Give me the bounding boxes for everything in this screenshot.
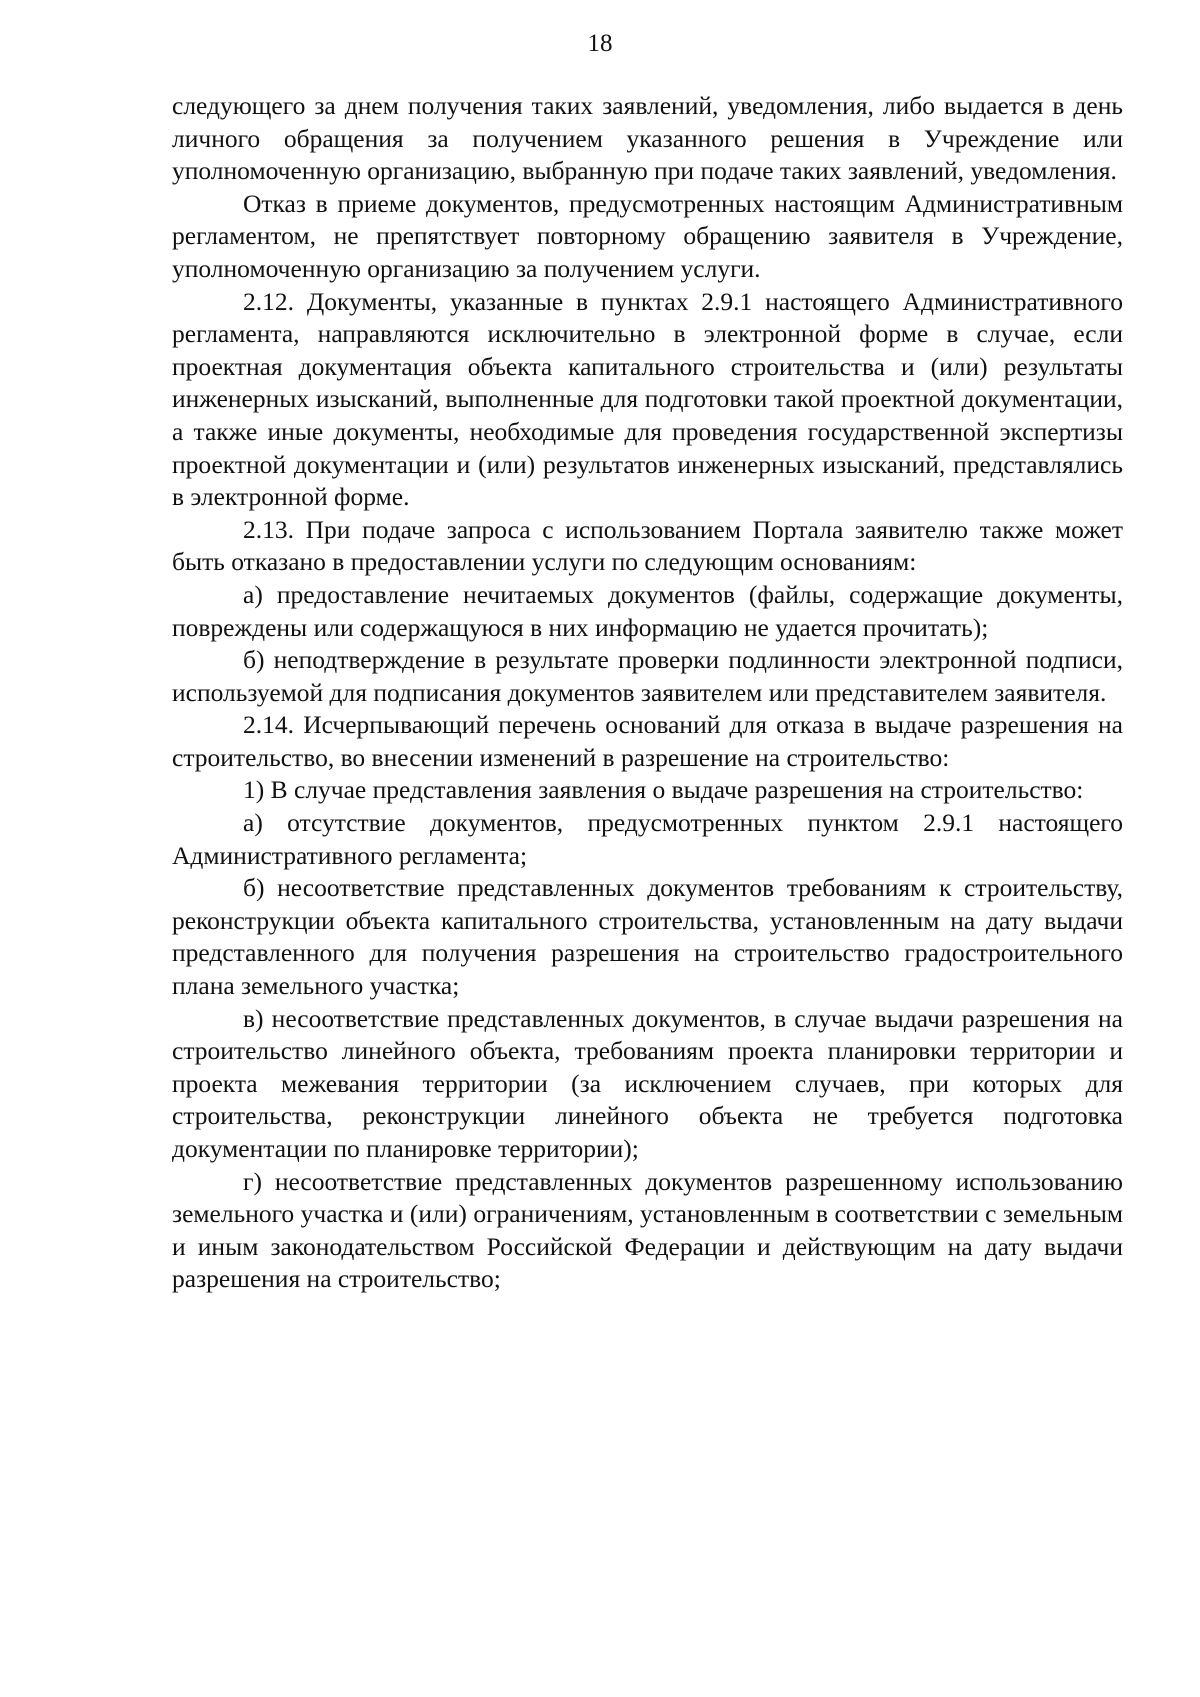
- paragraph-2-12: 2.12. Документы, указанные в пунктах 2.9.1 настоящего Административного регламента, направляются исключительно в электронной форме в случае, если проектная документация объекта капитального строительства и (или) результаты инженерных изысканий, выполненные для подготовки такой проектной документации, а также иные документы, необходимые для проведения государственной экспертизы проектной документации и (или) результатов инженерных изысканий, представлялись в электронной форме.: [172, 286, 1123, 512]
- document-body: [172, 90, 1123, 1296]
- paragraph-2-13-b: б) неподтверждение в результате проверки подлинности электронной подписи, используемой для подписания документов заявителем или представителем заявителя.: [172, 645, 1123, 707]
- paragraph-2-14-1-g: г) несоответствие представленных документов разрешенному использованию земельного участка и (или) ограничениям, установленным в соответствии с земельным и иным законодательством Российской Федерации и действующим на дату выдачи разрешения на строительство;: [172, 1166, 1123, 1294]
- paragraph-2-14: 2.14. Исчерпывающий перечень оснований для отказа в выдаче разрешения на строительство, во внесении изменений в разрешение на строительство:: [172, 710, 1123, 772]
- paragraph-2-13: 2.13. При подаче запроса с использованием Портала заявителю также может быть отказано в предоставлении услуги по следующим основаниям:: [172, 514, 1123, 577]
- paragraph-2-14-1-v: в) несоответствие представленных документов, в случае выдачи разрешения на строительство линейного объекта, требованиям проекта планировки территории и проекта межевания территории (за исключением случаев, при которых для строительства, реконструкции линейного объекта не требуется подготовка документации по планировке территории);: [172, 1003, 1123, 1163]
- paragraph-2-14-1-b: б) несоответствие представленных документов требованиям к строительству, реконструкции объекта капитального строительства, установленным на дату выдачи представленного для получения разрешения на строительство градостроительного плана земельного участка;: [172, 873, 1123, 1001]
- paragraph-2-14-1-a: а) отсутствие документов, предусмотренных пунктом 2.9.1 настоящего Административного регламента;: [172, 808, 1123, 870]
- paragraph-continuation: следующего за днем получения таких заявлений, уведомления, либо выдается в день личного обращения за получением указанного решения в Учреждение или уполномоченную организацию, выбранную при подаче таких заявлений, уведомления.: [172, 91, 1123, 186]
- page-number: 18: [587, 30, 613, 57]
- paragraph-2-14-1: 1) В случае представления заявления о выдаче разрешения на строительство:: [243, 775, 1084, 805]
- paragraph-refusal-note: Отказ в приеме документов, предусмотренных настоящим Административным регламентом, не препятствует повторному обращению заявителя в Учреждение, уполномоченную организацию за получением услуги.: [172, 188, 1123, 283]
- paragraph-2-13-a: а) предоставление нечитаемых документов (файлы, содержащие документы, повреждены или содержащуюся в них информацию не удается прочитать);: [172, 579, 1123, 642]
